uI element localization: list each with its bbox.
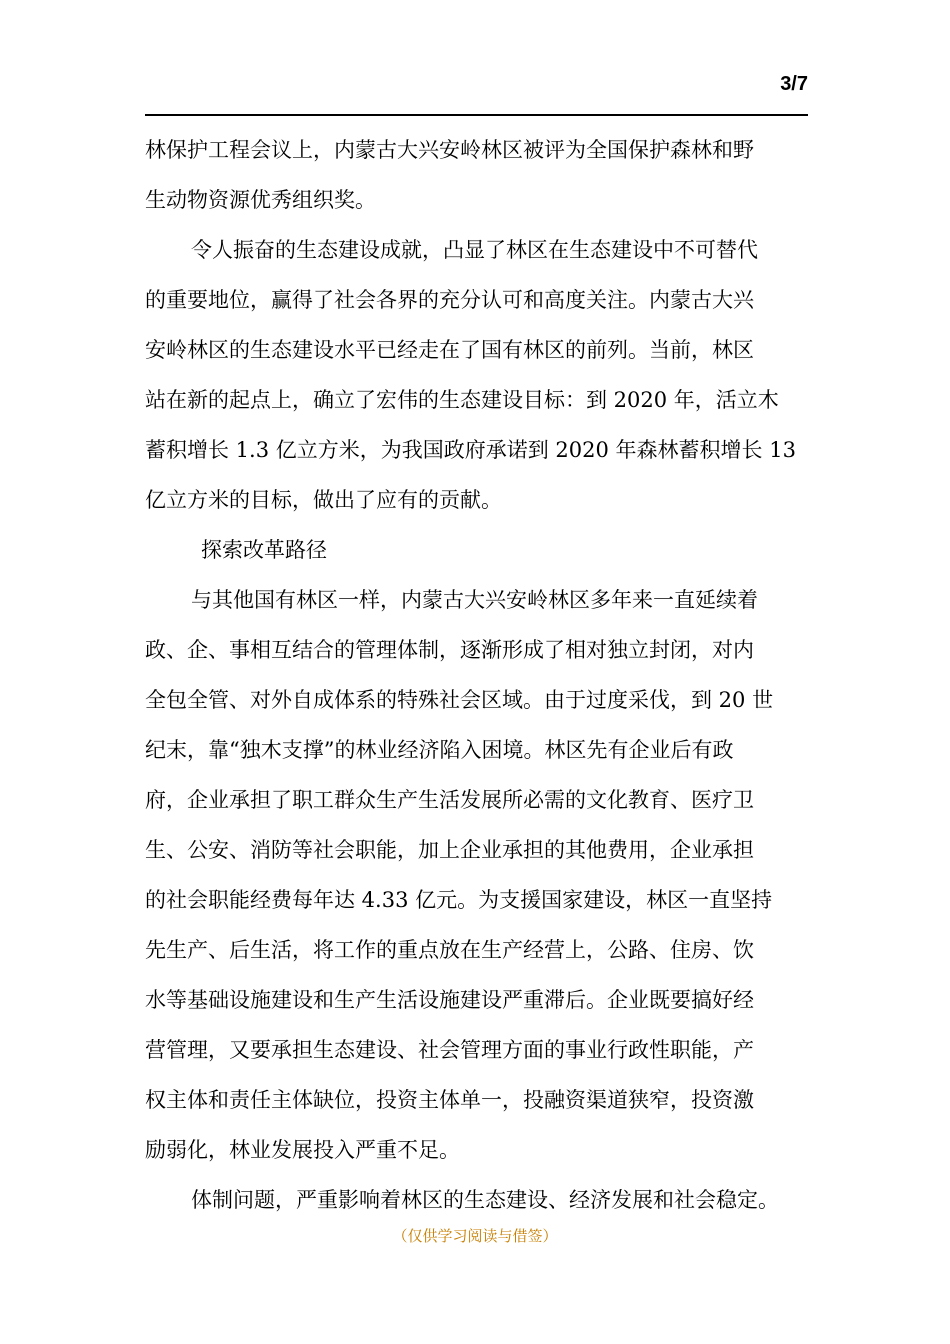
text-line: 先生产、后生活，将工作的重点放在生产经营上，公路、住房、饮 — [145, 938, 754, 962]
text-line: 安岭林区的生态建设水平已经走在了国有林区的前列。当前，林区 — [145, 338, 754, 362]
text-line: 的重要地位，赢得了社会各界的充分认可和高度关注。内蒙古大兴 — [145, 288, 754, 312]
text-line: 站在新的起点上，确立了宏伟的生态建设目标：到 2020 年，活立木 — [145, 388, 779, 412]
section-heading: 探索改革路径 — [201, 538, 327, 562]
text-line: 纪末，靠“独木支撑”的林业经济陷入困境。林区先有企业后有政 — [145, 738, 734, 762]
paragraph-start-line: 体制问题，严重影响着林区的生态建设、经济发展和社会稳定。 — [191, 1188, 779, 1212]
text-line: 政、企、事相互结合的管理体制，逐渐形成了相对独立封闭，对内 — [145, 638, 754, 662]
paragraph-start-line: 与其他国有林区一样，内蒙古大兴安岭林区多年来一直延续着 — [191, 588, 758, 612]
text-line: 营管理，又要承担生态建设、社会管理方面的事业行政性职能，产 — [145, 1038, 754, 1062]
footer-note: （仅供学习阅读与借签） — [392, 1227, 558, 1245]
text-line: 的社会职能经费每年达 4.33 亿元。为支援国家建设，林区一直坚持 — [145, 888, 773, 912]
text-line: 励弱化，林业发展投入严重不足。 — [145, 1138, 460, 1162]
text-line: 生动物资源优秀组织奖。 — [145, 188, 376, 212]
text-line: 生、公安、消防等社会职能，加上企业承担的其他费用，企业承担 — [145, 838, 754, 862]
text-line: 权主体和责任主体缺位，投资主体单一，投融资渠道狭窄，投资激 — [145, 1088, 754, 1112]
text-line: 亿立方米的目标，做出了应有的贡献。 — [145, 488, 502, 512]
paragraph-start-line: 令人振奋的生态建设成就，凸显了林区在生态建设中不可替代 — [191, 238, 758, 262]
document-body — [145, 125, 817, 1225]
text-line: 林保护工程会议上，内蒙古大兴安岭林区被评为全国保护森林和野 — [145, 138, 754, 162]
text-line: 蓄积增长 1.3 亿立方米，为我国政府承诺到 2020 年森林蓄积增长 13 — [145, 438, 796, 462]
text-line: 全包全管、对外自成体系的特殊社会区域。由于过度采伐，到 20 世 — [145, 688, 774, 712]
page-number: 3/7 — [780, 73, 808, 95]
text-line: 府，企业承担了职工群众生产生活发展所必需的文化教育、医疗卫 — [145, 788, 754, 812]
header-rule — [145, 114, 808, 116]
text-line: 水等基础设施建设和生产生活设施建设严重滞后。企业既要搞好经 — [145, 988, 754, 1012]
